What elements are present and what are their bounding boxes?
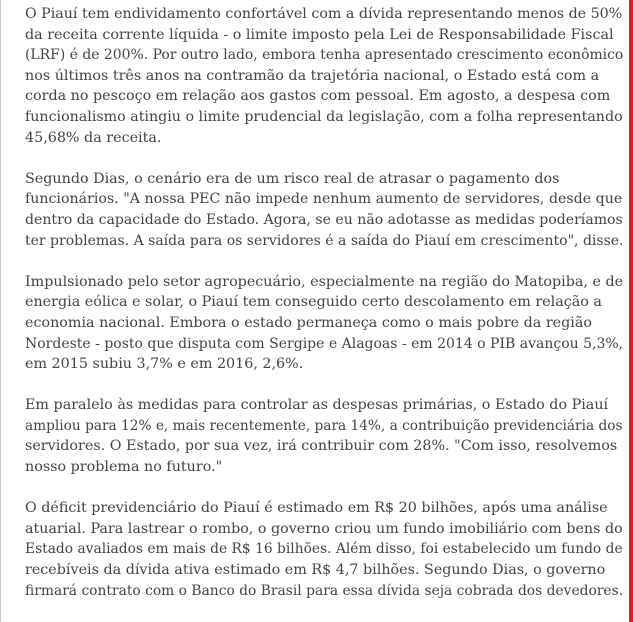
paragraph-2 — [25, 169, 625, 251]
paragraph-line: firmará contrato com o Banco do Brasil para essa dívida seja cobrada dos devedores. — [25, 582, 624, 599]
paragraph-line: nos últimos três anos na contramão da trajetória nacional, o Estado está com a — [25, 67, 600, 84]
paragraph-line: O déficit previdenciário do Piauí é estimado em R$ 20 bilhões, após uma análise — [25, 500, 608, 517]
paragraph-3 — [25, 272, 625, 375]
paragraph-line: atuarial. Para lastrear o rombo, o governo criou um fundo imobiliário com bens do — [25, 520, 623, 537]
paragraph-line: (LRF) é de 200%. Por outro lado, embora tenha apresentado crescimento econômico — [25, 47, 624, 64]
paragraph-line: servidores. O Estado, por sua vez, irá contribuir com 28%. "Com isso, resolvemos — [25, 438, 618, 455]
paragraph-line: Estado avaliados em mais de R$ 16 bilhões. Além disso, foi estabelecido um fundo de — [25, 541, 623, 558]
paragraph-line: Segundo Dias, o cenário era de um risco real de atrasar o pagamento dos — [25, 170, 560, 187]
paragraph-line: dentro da capacidade do Estado. Agora, se eu não adotasse as medidas poderíamos — [25, 211, 623, 228]
paragraph-line: O Piauí tem endividamento confortável com a dívida representando menos de 50% — [25, 6, 623, 22]
paragraph-5 — [25, 498, 625, 601]
paragraph-line: recebíveis da dívida ativa estimado em R$ 4,7 bilhões. Segundo Dias, o governo — [25, 562, 606, 579]
paragraph-line: ter problemas. A saída para os servidores é a saída do Piauí em crescimento", disse. — [25, 232, 624, 249]
paragraph-line: funcionários. "A nossa PEC não impede nenhum aumento de servidores, desde que — [25, 191, 623, 208]
paragraph-line: Em paralelo às medidas para controlar as despesas primárias, o Estado do Piauí — [25, 397, 609, 414]
paragraph-4 — [25, 395, 625, 477]
paragraph-line: nosso problema no futuro." — [25, 459, 223, 476]
paragraph-1 — [25, 4, 625, 148]
paragraph-line: ampliou para 12% e, mais recentemente, para 14%, a contribuição previdenciária dos — [25, 417, 623, 434]
paragraph-line: 45,68% da receita. — [25, 129, 162, 146]
paragraph-line: em 2015 subiu 3,7% e em 2016, 2,6%. — [25, 356, 304, 373]
paragraph-line: Impulsionado pelo setor agropecuário, especialmente na região do Matopiba, e de — [25, 273, 624, 290]
paragraph-line: da receita corrente líquida - o limite imposto pela Lei de Responsabilidade Fiscal — [25, 26, 614, 43]
paragraph-line: corda no pescoço em relação aos gastos com pessoal. Em agosto, a despesa com — [25, 88, 611, 105]
paragraph-line: Nordeste - posto que disputa com Sergipe e Alagoas - em 2014 o PIB avançou 5,3%, — [25, 335, 624, 352]
paragraph-line: funcionalismo atingiu o limite prudencial da legislação, com a folha representando — [25, 108, 623, 125]
paragraph-line: economia nacional. Embora o estado permaneça como o mais pobre da região — [25, 314, 592, 331]
paragraph-line: energia eólica e solar, o Piauí tem conseguido certo descolamento em relação a — [25, 294, 602, 311]
article-body — [25, 4, 625, 622]
